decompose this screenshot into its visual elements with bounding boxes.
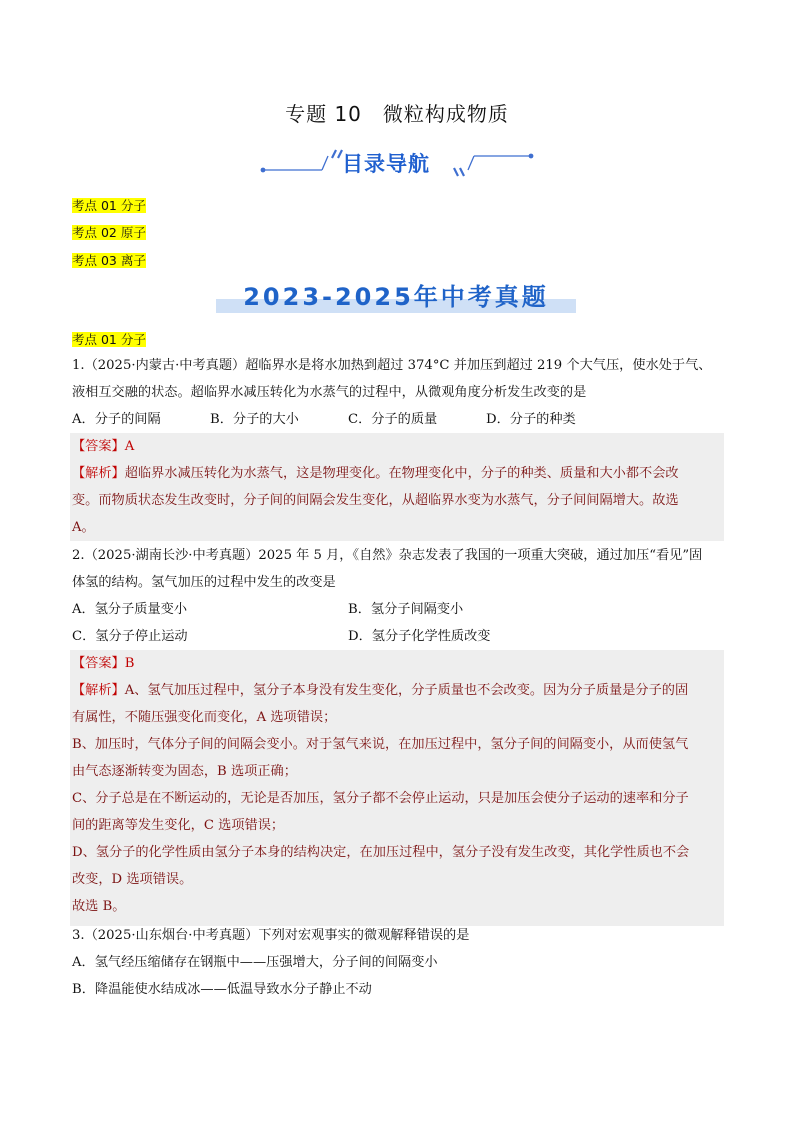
q2-stem-line-1: 2.（2025·湖南长沙·中考真题）2025 年 5 月，《自然》杂志发表了我国的一项重大突破，通过加压“看见”固 xyxy=(72,548,703,563)
toc-item-1[interactable]: 考点 01 分子 xyxy=(72,198,146,213)
q2-option-d: D．氢分子化学性质改变 xyxy=(348,629,491,644)
q1-stem-line-1: 1.（2025·内蒙古·中考真题）超临界水是将水加热到超过 374°C 并加压到超过 219 个大气压，使水处于气、 xyxy=(72,358,712,373)
toc-item-2[interactable]: 考点 02 原子 xyxy=(72,225,146,240)
q1-analysis-line-3: A。 xyxy=(72,520,95,535)
q1-option-b: B．分子的大小 xyxy=(210,412,299,427)
q3-stem: 3.（2025·山东烟台·中考真题）下列对宏观事实的微观解释错误的是 xyxy=(72,928,470,943)
toc-banner xyxy=(258,146,536,180)
section-label: 考点 01 分子 xyxy=(72,332,146,347)
exam-band xyxy=(216,277,576,315)
q2-analysis-c-line-1: C、分子总是在不断运动的，无论是否加压，氢分子都不会停止运动，只是加压会使分子运动的速率和分子 xyxy=(72,791,689,806)
q1-answer: 【答案】A xyxy=(72,439,135,454)
q2-option-b: B．氢分子间隔变小 xyxy=(348,602,464,617)
q2-analysis-b-line-2: 由气态逐渐转变为固态，B 选项正确； xyxy=(72,764,297,779)
q2-conclusion: 故选 B。 xyxy=(72,899,126,914)
q3-option-b: B．降温能使水结成冰——低温导致水分子静止不动 xyxy=(72,982,372,997)
q2-analysis-d-line-2: 改变，D 选项错误。 xyxy=(72,872,193,887)
q2-analysis-a-line-1: 【解析】A、氢气加压过程中，氢分子本身没有发生变化，分子质量也不会改变。因为分子质量是分子的固 xyxy=(72,683,689,698)
q1-option-d: D．分子的种类 xyxy=(486,412,576,427)
q2-option-a: A．氢分子质量变小 xyxy=(72,602,188,617)
page-title: 专题 10 微粒构成物质 xyxy=(285,102,509,126)
q2-analysis-a-line-2: 有属性，不随压强变化而变化，A 选项错误； xyxy=(72,710,337,725)
q1-stem-line-2: 液相互交融的状态。超临界水减压转化为水蒸气的过程中，从微观角度分析发生改变的是 xyxy=(72,385,587,400)
q3-option-a: A．氢气经压缩储存在钢瓶中——压强增大，分子间的间隔变小 xyxy=(72,955,438,970)
q2-analysis-d-line-1: D、氢分子的化学性质由氢分子本身的结构决定，在加压过程中，氢分子没有发生改变，其化学性质也不会 xyxy=(72,845,690,860)
q2-answer: 【答案】B xyxy=(72,656,135,671)
q2-analysis-b-line-1: B、加压时，气体分子间的间隔会变小。对于氢气来说，在加压过程中，氢分子间的间隔变小，从而使氢气 xyxy=(72,737,689,752)
q2-stem-line-2: 体氢的结构。氢气加压的过程中发生的改变是 xyxy=(72,575,336,590)
q1-analysis-line-2: 变。而物质状态发生改变时，分子间的间隔会发生变化，从超临界水变为水蒸气，分子间间隔增大。故选 xyxy=(72,493,679,508)
q1-option-c: C．分子的质量 xyxy=(348,412,438,427)
q1-analysis-line-1: 【解析】超临界水减压转化为水蒸气，这是物理变化。在物理变化中，分子的种类、质量和大小都不会改 xyxy=(72,466,679,481)
q1-option-a: A．分子的间隔 xyxy=(72,412,161,427)
toc-banner-label: 目录导航 xyxy=(342,152,430,176)
band-title: 2023-2025年中考真题 xyxy=(243,283,549,311)
toc-item-3[interactable]: 考点 03 离子 xyxy=(72,253,146,268)
q2-option-c: C．氢分子停止运动 xyxy=(72,629,188,644)
q2-analysis-c-line-2: 间的距离等发生变化，C 选项错误； xyxy=(72,818,285,833)
